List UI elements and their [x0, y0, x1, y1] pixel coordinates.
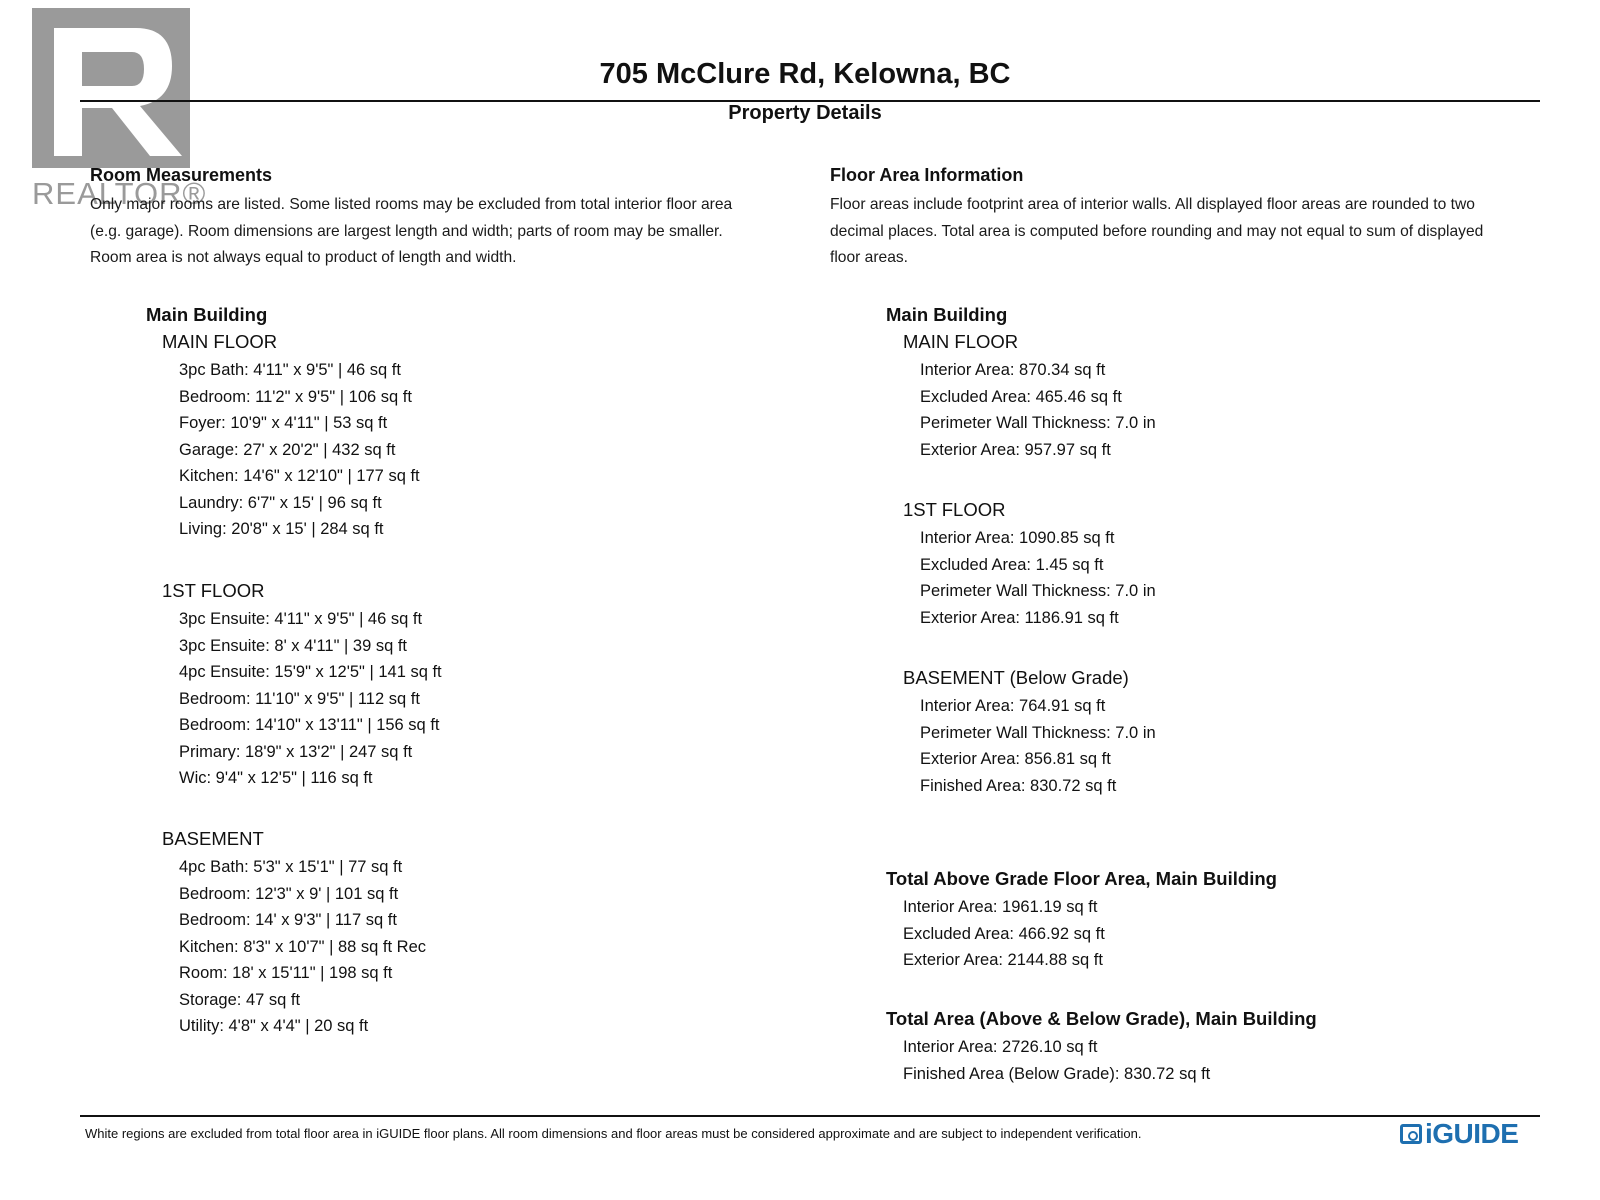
- room-item: Bedroom: 14' x 9'3" | 117 sq ft: [179, 911, 397, 929]
- area-item: Finished Area (Below Grade): 830.72 sq ft: [903, 1064, 1211, 1083]
- area-item: Exterior Area: 957.97 sq ft: [920, 440, 1111, 459]
- room-item: Laundry: 6'7" x 15' | 96 sq ft: [179, 493, 382, 512]
- area-floor-heading: BASEMENT (Below Grade): [903, 667, 1129, 688]
- room-list-1st-floor: [179, 606, 442, 792]
- footer-divider: [80, 1115, 1540, 1117]
- area-item: Excluded Area: 466.92 sq ft: [903, 924, 1105, 943]
- room-building-heading: Main Building: [146, 304, 268, 325]
- area-item: Interior Area: 1961.19 sq ft: [903, 898, 1098, 916]
- note-line: Room area is not always equal to product of length and width.: [90, 249, 517, 266]
- room-list-main-floor: [179, 357, 420, 543]
- iguide-logo: [1400, 1118, 1518, 1150]
- area-item: Excluded Area: 1.45 sq ft: [920, 555, 1104, 574]
- area-list-main-floor: [920, 357, 1156, 463]
- room-floor-heading: 1ST FLOOR: [162, 580, 265, 601]
- area-item: Exterior Area: 2144.88 sq ft: [903, 951, 1103, 969]
- floor-area-heading: Floor Area Information: [830, 165, 1024, 185]
- floor-area-note: [830, 192, 1483, 272]
- area-list-1st-floor: [920, 525, 1156, 631]
- area-item: Finished Area: 830.72 sq ft: [920, 776, 1117, 795]
- room-floor-heading: MAIN FLOOR: [162, 331, 278, 352]
- room-item: Bedroom: 11'10" x 9'5" | 112 sq ft: [179, 689, 420, 708]
- room-item: 3pc Bath: 4'11" x 9'5" | 46 sq ft: [179, 361, 401, 379]
- footer-disclaimer: White regions are excluded from total floor area in iGUIDE floor plans. All room dimensions and floor areas must be considered approximate and are subject to independent verification.: [85, 1126, 1142, 1141]
- page-title: 705 McClure Rd, Kelowna, BC: [599, 58, 1011, 90]
- total-area-heading: Total Area (Above & Below Grade), Main Building: [886, 1008, 1317, 1029]
- note-line: floor areas.: [830, 249, 909, 266]
- area-item: Interior Area: 1090.85 sq ft: [920, 529, 1115, 547]
- room-item: 4pc Ensuite: 15'9" x 12'5" | 141 sq ft: [179, 663, 442, 681]
- area-item: Perimeter Wall Thickness: 7.0 in: [920, 414, 1156, 432]
- area-item: Interior Area: 2726.10 sq ft: [903, 1038, 1098, 1056]
- room-list-basement: [179, 854, 426, 1040]
- area-list-basement: [920, 693, 1156, 799]
- area-item: Perimeter Wall Thickness: 7.0 in: [920, 582, 1156, 600]
- room-item: Primary: 18'9" x 13'2" | 247 sq ft: [179, 742, 413, 761]
- room-item: Wic: 9'4" x 12'5" | 116 sq ft: [179, 769, 373, 787]
- area-item: Interior Area: 870.34 sq ft: [920, 361, 1106, 379]
- total-above-grade-list: [903, 894, 1105, 974]
- room-item: Kitchen: 8'3" x 10'7" | 88 sq ft Rec: [179, 937, 427, 956]
- page-subtitle: Property Details: [728, 102, 882, 124]
- area-item: Interior Area: 764.91 sq ft: [920, 697, 1106, 715]
- note-line: (e.g. garage). Room dimensions are largest length and width; parts of room may be smaller.: [90, 222, 723, 240]
- room-item: Storage: 47 sq ft: [179, 990, 301, 1009]
- total-above-grade-heading: Total Above Grade Floor Area, Main Building: [886, 868, 1277, 889]
- room-item: Bedroom: 12'3" x 9' | 101 sq ft: [179, 884, 399, 903]
- room-item: Bedroom: 11'2" x 9'5" | 106 sq ft: [179, 387, 412, 406]
- room-measurements-note: [90, 192, 732, 272]
- room-item: Utility: 4'8" x 4'4" | 20 sq ft: [179, 1017, 369, 1035]
- iguide-logo-icon: [1400, 1124, 1422, 1144]
- room-measurements-heading: Room Measurements: [90, 165, 273, 185]
- area-item: Excluded Area: 465.46 sq ft: [920, 387, 1122, 406]
- iguide-logo-text: iGUIDE: [1425, 1118, 1519, 1149]
- area-floor-heading: 1ST FLOOR: [903, 499, 1006, 520]
- room-item: Room: 18' x 15'11" | 198 sq ft: [179, 964, 393, 982]
- room-floor-heading: BASEMENT: [162, 828, 264, 849]
- room-item: 4pc Bath: 5'3" x 15'1" | 77 sq ft: [179, 858, 403, 876]
- area-item: Exterior Area: 1186.91 sq ft: [920, 608, 1119, 627]
- area-floor-heading: MAIN FLOOR: [903, 331, 1019, 352]
- room-item: 3pc Ensuite: 4'11" x 9'5" | 46 sq ft: [179, 610, 423, 628]
- area-item: Perimeter Wall Thickness: 7.0 in: [920, 723, 1156, 742]
- room-item: Garage: 27' x 20'2" | 432 sq ft: [179, 440, 396, 459]
- room-item: Bedroom: 14'10" x 13'11" | 156 sq ft: [179, 716, 440, 734]
- room-item: Kitchen: 14'6" x 12'10" | 177 sq ft: [179, 467, 420, 485]
- note-line: Only major rooms are listed. Some listed rooms may be excluded from total interior floor area: [90, 196, 733, 213]
- area-building-heading: Main Building: [886, 304, 1008, 325]
- room-item: Foyer: 10'9" x 4'11" | 53 sq ft: [179, 414, 388, 432]
- note-line: decimal places. Total area is computed before rounding and may not equal to sum of displayed: [830, 222, 1484, 240]
- total-area-list: [903, 1034, 1210, 1087]
- note-line: Floor areas include footprint area of interior walls. All displayed floor areas are rounded to two: [830, 196, 1475, 213]
- watermark-text: REALTOR®: [32, 176, 207, 211]
- area-item: Exterior Area: 856.81 sq ft: [920, 750, 1111, 768]
- room-item: Living: 20'8" x 15' | 284 sq ft: [179, 520, 384, 538]
- room-item: 3pc Ensuite: 8' x 4'11" | 39 sq ft: [179, 636, 408, 655]
